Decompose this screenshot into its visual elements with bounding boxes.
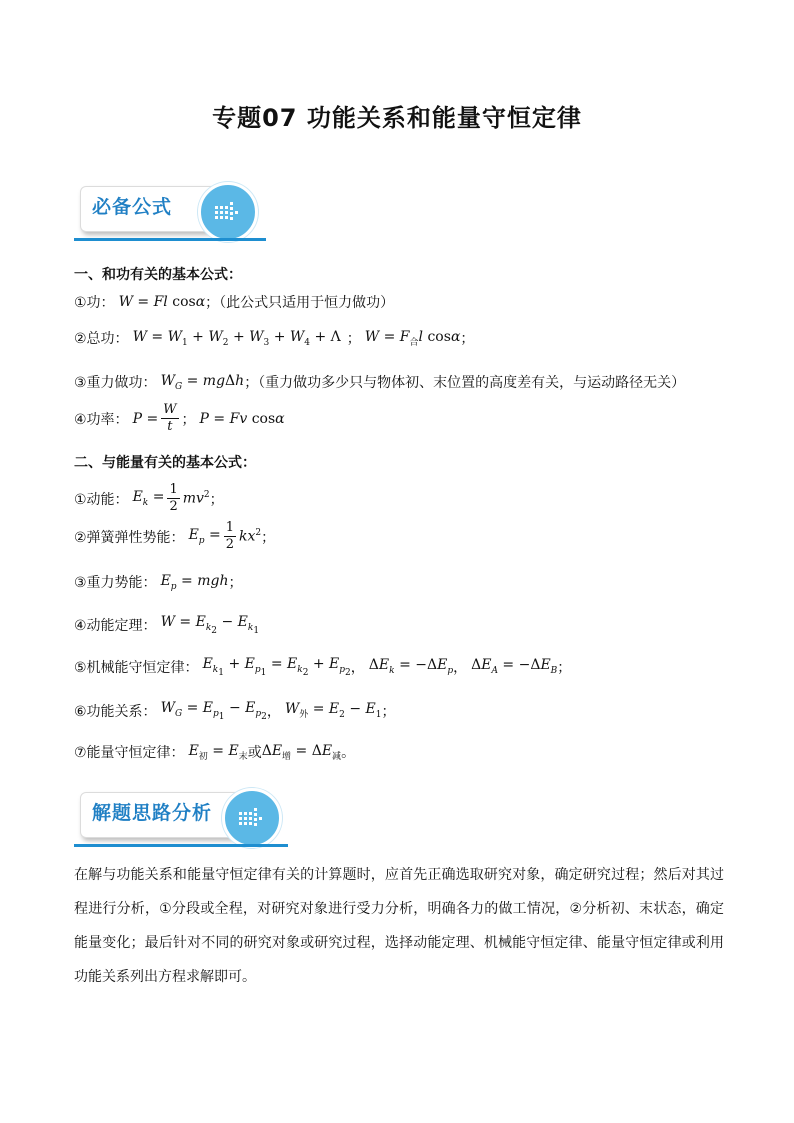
analysis-paragraph: 在解与功能关系和能量守恒定律有关的计算题时，应首先正确选取研究对象，确定研究过程；然后对其过程进行分析，①分段或全程，对研究对象进行受力分析，明确各力的做工情况，②分析初、末状态，确定能量变化；最后针对不同的研究对象或研究过程，选择动能定理、机械能守恒定律、能量守恒定律或利用功能关系列出方程求解即可。: [74, 867, 724, 985]
page-title: 专题07 功能关系和能量守恒定律: [212, 104, 582, 132]
dot-grid-arrow-icon: [198, 182, 258, 242]
banner-label: 解题思路分析: [92, 802, 213, 824]
formula-work: ①功： W = Fl cosα ；（此公式只适用于恒力做功）: [74, 294, 395, 311]
formula-gravity-work: ③重力做功： $W_G = mg\Delta h$ ；（重力做功多少只与物体初、末位置的高度差有关，与运动路径无关）: [74, 372, 686, 392]
banner-required-formulas: [74, 182, 270, 244]
banner-solution-analysis: [74, 788, 290, 850]
formula-energy-conservation: ⑦能量守恒定律： $E_初 = E_末$ 或 $\Delta E_增 = \Delta E_减$ 。: [74, 742, 356, 762]
formula-power: ④功率： P = $\frac{W}{t}$ ； P = Fv cosα: [74, 402, 285, 434]
section2-heading: 二、与能量有关的基本公式：: [74, 455, 256, 471]
formula-mechanical-conservation: ⑤机械能守恒定律： $E_{k_1} + E_{p_1} = E_{k_2} + E_{p_2}$ ， $\Delta E_k = -\Delta E_p$ ， $\Delta E_A = -\Delta E_B$ ；: [74, 656, 572, 678]
formula-kinetic-theorem: ④动能定理： $W = E_{k_2} - E_{k_1}$: [74, 614, 260, 636]
formula-elastic-energy: ②弹簧弹性势能： $E_p$ = $\frac{1}{2}$ $kx^2$ ；: [74, 520, 276, 552]
section1-heading: 一、和功有关的基本公式：: [74, 267, 242, 283]
formula-work-energy-relation: ⑥功能关系： $W_G = E_{p_1} - E_{p_2}$ ， $W_外 = E_2 - E_1$ ；: [74, 700, 396, 722]
formula-total-work: ②总功： $W = W_1 + W_2 + W_3 + W_4 + \Lambda$ ； $W = F_合l$ cosα ；: [74, 328, 475, 348]
dot-grid-arrow-icon: [222, 788, 282, 848]
formula-kinetic-energy: ①动能： $E_k$ = $\frac{1}{2}$ $mv^2$ ；: [74, 482, 224, 514]
banner-label: 必备公式: [92, 196, 173, 218]
formula-gravity-energy: ③重力势能： $E_p$ = mgh ；: [74, 572, 243, 592]
